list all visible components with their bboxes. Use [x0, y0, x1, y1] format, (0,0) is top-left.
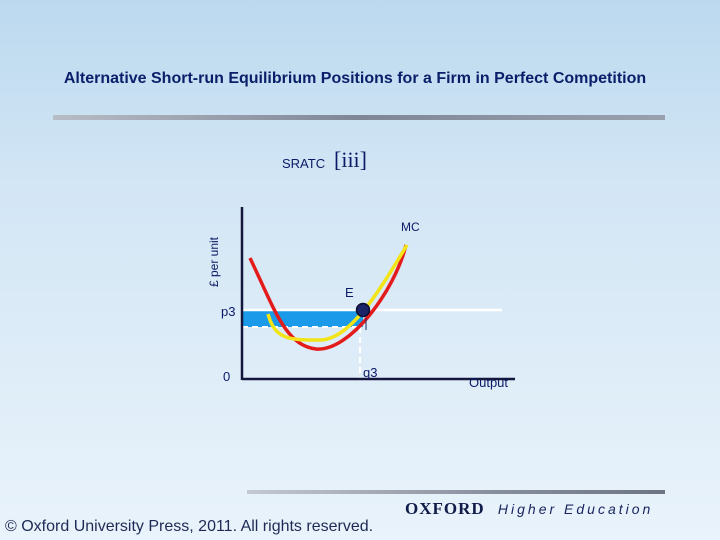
y-axis-label: £ per unit	[207, 236, 221, 288]
x-axis-label: Output	[469, 375, 509, 390]
copyright-text: © Oxford University Press, 2011. All rights reserved.	[5, 518, 374, 535]
equilibrium-point	[357, 304, 370, 317]
brand-oxford: OXFORD	[405, 499, 485, 518]
sratc-label: SRATC	[282, 156, 326, 171]
shaded-area	[242, 311, 363, 327]
footer-divider	[247, 490, 665, 494]
mc-label: MC	[401, 220, 420, 234]
point-e-label: E	[345, 285, 354, 300]
origin-label: 0	[223, 369, 231, 384]
panel-label: [iii]	[334, 147, 367, 172]
quantity-label: q3	[363, 365, 378, 380]
brand-subtitle: Higher Education	[497, 501, 654, 517]
slide-title: Alternative Short-run Equilibrium Positions for a Firm in Perfect Competition	[63, 70, 647, 87]
publisher-logo	[405, 499, 653, 519]
price-label: p3	[221, 304, 236, 319]
sratc-curve	[250, 245, 406, 349]
